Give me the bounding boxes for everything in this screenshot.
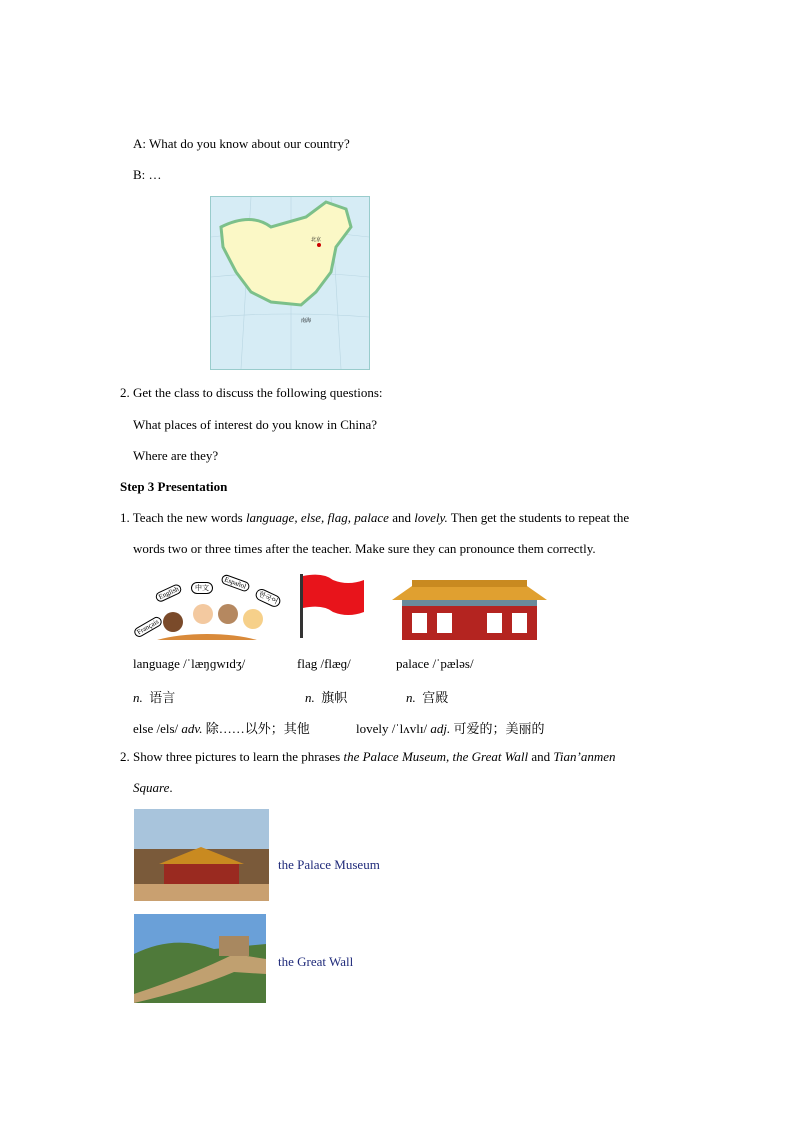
item1-line1 (120, 510, 629, 526)
pos: adj. (430, 721, 451, 736)
question-2: Where are they? (133, 448, 219, 463)
flag-picture (298, 572, 366, 640)
phrase: the Great Wall (449, 749, 529, 764)
map-sea-label: 南海 (301, 319, 312, 324)
pos: adv. (181, 721, 203, 736)
phrase: Square (133, 780, 170, 795)
vocab-lovely (356, 718, 545, 737)
bubble: Français (133, 615, 163, 639)
word: lovely. (414, 510, 448, 525)
vocab-flag-cn (305, 687, 347, 706)
text: Then get the students to repeat the (447, 510, 630, 525)
vocab-palace: palace /ˈpæləs/ (396, 656, 474, 671)
meaning: 语言 (149, 690, 176, 705)
word: palace (351, 510, 389, 525)
step2-item: 2. Get the class to discuss the following questions: (120, 385, 383, 400)
vocab-else (133, 718, 310, 737)
question-1: What places of interest do you know in China? (133, 417, 378, 432)
item2-line2: Square. (133, 780, 173, 795)
word: language, (245, 510, 298, 525)
caption-great-wall: the Great Wall (278, 954, 354, 969)
word: flag, (324, 510, 352, 525)
item2-line1 (120, 749, 616, 765)
word: else /els/ (133, 721, 182, 736)
text: 1. Teach the new words (120, 510, 246, 525)
map-capital-label: 北京 (311, 238, 322, 243)
bubble: English (154, 583, 183, 604)
china-map-graphic (211, 197, 369, 369)
vocab-language: language /ˈlæŋɡwɪdʒ/ (133, 656, 246, 671)
bubble: 中文 (191, 582, 213, 594)
meaning: 可爱的；美丽的 (450, 721, 545, 736)
vocab-palace-cn (406, 687, 448, 706)
word: lovely /ˈlʌvlɪ/ (356, 721, 431, 736)
step3-heading: Step 3 Presentation (120, 479, 228, 494)
pos: n. (305, 690, 315, 705)
meaning: 除……以外；其他 (202, 721, 310, 736)
text: and (528, 749, 554, 764)
palace-picture (392, 578, 547, 640)
bubble: Español (220, 574, 250, 593)
text: and (388, 510, 415, 525)
phrase: Tian’anmen (553, 749, 616, 764)
pos: n. (133, 690, 143, 705)
dialog-a: A: What do you know about our country? (133, 136, 350, 151)
language-picture (133, 574, 281, 640)
vocab-language-cn (133, 687, 175, 706)
dialog-b: B: … (133, 167, 162, 182)
china-map (210, 196, 370, 370)
item1-line2: words two or three times after the teacher. Make sure they can pronounce them correctly. (133, 541, 596, 556)
phrase: the Palace Museum, (343, 749, 450, 764)
pos: n. (406, 690, 416, 705)
great-wall-photo (134, 914, 266, 1003)
text: 2. Show three pictures to learn the phrases (120, 749, 344, 764)
meaning: 旗帜 (321, 690, 348, 705)
word: else, (297, 510, 325, 525)
vocab-flag: flag /flæɡ/ (297, 656, 351, 671)
bubble: 한국어 (254, 587, 281, 609)
palace-museum-photo (134, 809, 269, 901)
caption-palace-museum: the Palace Museum (278, 857, 380, 872)
meaning: 宫殿 (422, 690, 449, 705)
